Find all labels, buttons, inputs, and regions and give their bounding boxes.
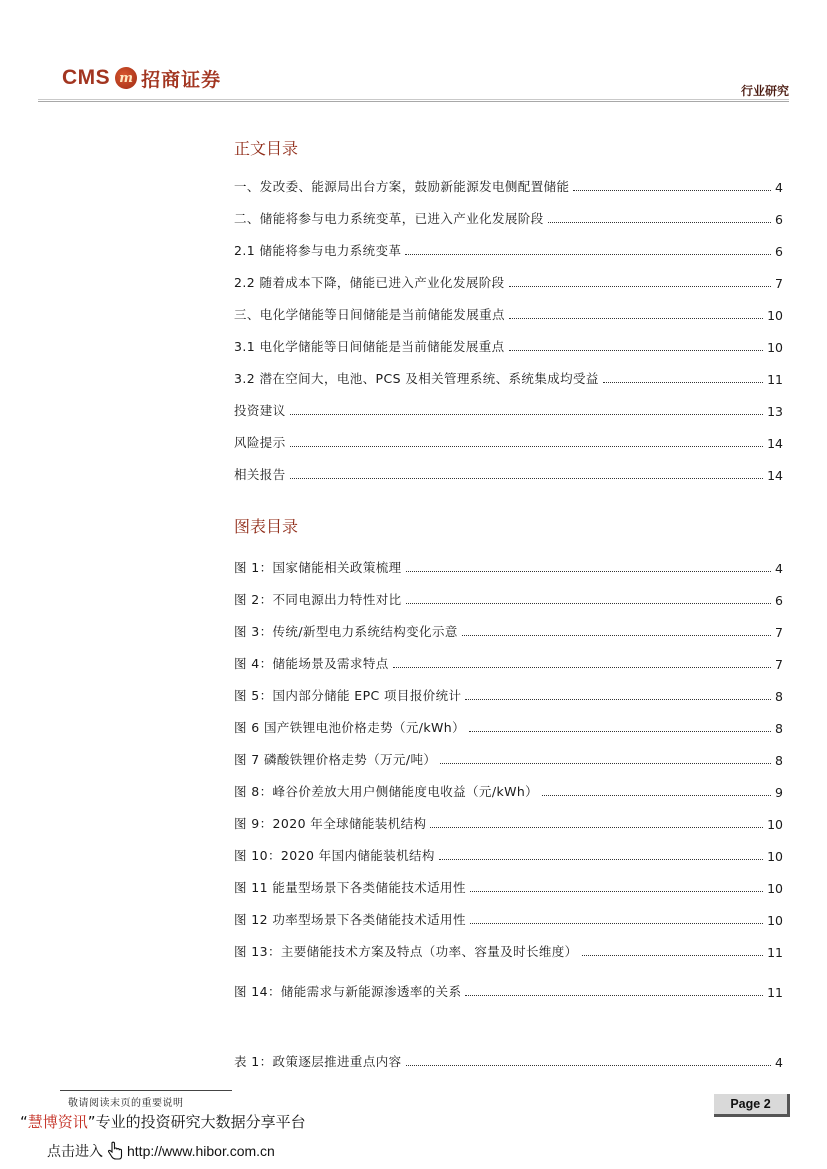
toc-entry-text: 2.2 随着成本下降，储能已进入产业化发展阶段	[234, 275, 505, 290]
dot-leader	[469, 731, 771, 732]
dot-leader	[405, 254, 771, 255]
figures-entry-page: 11	[767, 945, 783, 960]
toc-entry-page: 7	[775, 276, 783, 291]
figures-entry[interactable]	[234, 750, 783, 768]
toc-entry-text: 2.1 储能将参与电力系统变革	[234, 243, 402, 258]
toc-entry[interactable]	[234, 401, 783, 419]
company-logo	[62, 64, 221, 92]
dot-leader	[440, 763, 771, 764]
dot-leader	[603, 382, 763, 383]
figures-entry[interactable]	[234, 558, 783, 576]
figures-entry-page: 6	[775, 593, 783, 608]
toc-entry-page: 6	[775, 212, 783, 227]
figures-entry-page: 10	[767, 849, 783, 864]
dot-leader	[462, 635, 771, 636]
toc-entry-page: 13	[767, 404, 783, 419]
figures-entry-text: 图 14：储能需求与新能源渗透率的关系	[234, 984, 462, 999]
figures-entry-page: 11	[767, 985, 783, 1000]
toc-entry[interactable]	[234, 209, 783, 227]
pointing-hand-icon	[105, 1141, 125, 1161]
toc-entry-page: 4	[775, 180, 783, 195]
figures-entry-text: 图 11 能量型场景下各类储能技术适用性	[234, 880, 466, 895]
figures-entry-text: 图 9：2020 年全球储能装机结构	[234, 816, 427, 831]
header-divider-top	[38, 99, 789, 100]
dot-leader	[573, 190, 771, 191]
dot-leader	[430, 827, 763, 828]
dot-leader	[470, 891, 763, 892]
figures-entry-text: 图 5：国内部分储能 EPC 项目报价统计	[234, 688, 462, 703]
logo-cms-text: CMS	[62, 66, 111, 89]
dot-leader	[406, 603, 772, 604]
dot-leader	[406, 571, 772, 572]
header-divider	[38, 101, 789, 102]
figures-entry-text: 图 4：储能场景及需求特点	[234, 656, 389, 671]
figures-entry[interactable]	[234, 590, 783, 608]
toc-entry-text: 相关报告	[234, 467, 286, 482]
figures-entry-page: 7	[775, 625, 783, 640]
figures-entry-page: 8	[775, 721, 783, 736]
figures-entry-page: 8	[775, 753, 783, 768]
dot-leader	[509, 318, 763, 319]
toc-entry-page: 11	[767, 372, 783, 387]
toc-entry[interactable]	[234, 465, 783, 483]
figures-title: 图表目录	[234, 517, 299, 536]
footer-notice: 敬请阅读末页的重要说明	[68, 1098, 184, 1109]
promo-brand[interactable]: 慧博资讯	[27, 1113, 88, 1131]
footer-divider	[60, 1090, 232, 1091]
figures-entry-text: 图 12 功率型场景下各类储能技术适用性	[234, 912, 466, 927]
promo-banner	[20, 1111, 306, 1132]
dot-leader	[290, 478, 763, 479]
toc-entry[interactable]	[234, 273, 783, 291]
figures-entry-page: 10	[767, 817, 783, 832]
toc-entry[interactable]	[234, 241, 783, 259]
figures-entry[interactable]	[234, 982, 783, 1000]
toc-entry-text: 风险提示	[234, 435, 286, 450]
tables-entry-text: 表 1：政策逐层推进重点内容	[234, 1054, 402, 1069]
figures-entry[interactable]	[234, 718, 783, 736]
figures-entry-text: 图 1：国家储能相关政策梳理	[234, 560, 402, 575]
toc-entry-page: 6	[775, 244, 783, 259]
toc-entry-text: 3.1 电化学储能等日间储能是当前储能发展重点	[234, 339, 505, 354]
toc-entry[interactable]	[234, 369, 783, 387]
promo-url-link[interactable]: http://www.hibor.com.cn	[127, 1143, 275, 1159]
logo-cn-text: 招商证券	[141, 68, 222, 91]
toc-entry[interactable]	[234, 337, 783, 355]
dot-leader	[290, 446, 763, 447]
figures-entry[interactable]	[234, 622, 783, 640]
dot-leader	[470, 923, 763, 924]
figures-entry-text: 图 10：2020 年国内储能装机结构	[234, 848, 435, 863]
figures-entry[interactable]	[234, 910, 783, 928]
figures-entry-text: 图 13：主要储能技术方案及特点（功率、容量及时长维度）	[234, 944, 578, 959]
figures-entry-page: 8	[775, 689, 783, 704]
dot-leader	[290, 414, 763, 415]
toc-entry-text: 投资建议	[234, 403, 286, 418]
toc-entry-text: 3.2 潜在空间大，电池、PCS 及相关管理系统、系统集成均受益	[234, 371, 599, 386]
figures-entry-text: 图 6 国产铁锂电池价格走势（元/kWh）	[234, 720, 466, 735]
tables-entry-page: 4	[775, 1055, 783, 1070]
dot-leader	[542, 795, 771, 796]
toc-entry-page: 14	[767, 468, 783, 483]
dot-leader	[509, 286, 771, 287]
figures-entry-text: 图 7 磷酸铁锂价格走势（万元/吨）	[234, 752, 437, 767]
figures-entry-page: 4	[775, 561, 783, 576]
figures-entry-text: 图 3：传统/新型电力系统结构变化示意	[234, 624, 458, 639]
dot-leader	[393, 667, 771, 668]
figures-entry[interactable]	[234, 654, 783, 672]
figures-entry[interactable]	[234, 686, 783, 704]
figures-entry-text: 图 8：峰谷价差放大用户侧储能度电收益（元/kWh）	[234, 784, 539, 799]
figures-entry[interactable]	[234, 846, 783, 864]
toc-entry-text: 三、电化学储能等日间储能是当前储能发展重点	[234, 307, 505, 322]
toc-entry-text: 一、发改委、能源局出台方案，鼓励新能源发电侧配置储能	[234, 179, 570, 194]
report-category: 行业研究	[740, 84, 789, 98]
figures-entry[interactable]	[234, 878, 783, 896]
dot-leader	[465, 995, 763, 996]
promo-quote-open: “	[20, 1113, 28, 1131]
figures-entry[interactable]	[234, 942, 783, 960]
tables-entry[interactable]	[234, 1052, 783, 1070]
dot-leader	[548, 222, 771, 223]
figures-entry-page: 9	[775, 785, 783, 800]
toc-entry[interactable]	[234, 305, 783, 323]
toc-entry-page: 10	[767, 340, 783, 355]
figures-entry-page: 10	[767, 913, 783, 928]
figures-entry[interactable]	[234, 782, 783, 800]
figures-entry-page: 7	[775, 657, 783, 672]
toc-entry-text: 二、储能将参与电力系统变革，已进入产业化发展阶段	[234, 211, 544, 226]
figures-entry[interactable]	[234, 814, 783, 832]
promo-quote-close: ”	[87, 1113, 96, 1131]
toc-entry[interactable]	[234, 433, 783, 451]
promo-link-row[interactable]	[47, 1141, 275, 1161]
toc-title: 正文目录	[234, 139, 299, 158]
dot-leader	[509, 350, 764, 351]
promo-click-label: 点击进入	[47, 1144, 103, 1160]
logo-badge-icon: m	[115, 67, 137, 89]
figures-entry-page: 10	[767, 881, 783, 896]
promo-tagline: 专业的投资研究大数据分享平台	[95, 1113, 306, 1131]
dot-leader	[465, 699, 771, 700]
toc-entry[interactable]	[234, 177, 783, 195]
toc-entry-page: 10	[767, 308, 783, 323]
toc-entry-page: 14	[767, 436, 783, 451]
figures-entry-text: 图 2：不同电源出力特性对比	[234, 592, 402, 607]
dot-leader	[406, 1065, 772, 1066]
dot-leader	[439, 859, 763, 860]
dot-leader	[582, 955, 764, 956]
page-number-badge: Page 2	[714, 1094, 790, 1117]
